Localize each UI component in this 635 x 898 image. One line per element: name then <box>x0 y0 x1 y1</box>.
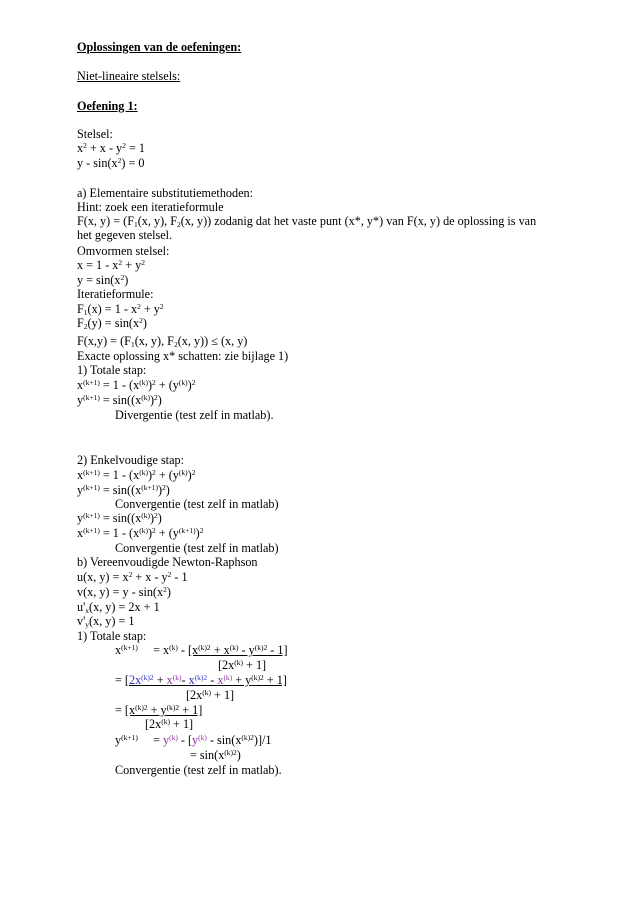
equation-1: $x^2 + x - y^2 = 1$ <box>77 141 145 155</box>
newton-step-3-numerator: = $[x^{(k)2} + y^{(k)2} + 1]$ <box>115 703 203 717</box>
newton-step-3-denominator: $[2x^{(k)} + 1]$ <box>145 717 194 731</box>
v-derivative: $v'_y(x$, y) = 1 <box>77 614 135 629</box>
v-function: v(x, $y) = y - \sin(x^2)$ <box>77 585 171 599</box>
exacte-text: Exacte oplossing x* schatten: zie bijlage 1) <box>77 349 289 363</box>
totale-stap-2-heading: 1) Totale stap: <box>77 629 147 643</box>
enkelvoudige-heading: 2) Enkelvoudige stap: <box>77 453 184 467</box>
omvormen-label: Omvormen stelsel: <box>77 244 170 258</box>
part-a-heading: a) Elementaire substitutiemethoden: <box>77 186 253 200</box>
divergentie-text: Divergentie (test zelf in matlab). <box>115 408 274 422</box>
newton-x-numerator: $x^{(k+1)}$ = $x^{(k)} - [x^{(k)2} + x^{(k)} - y^{(k)2} - 1]$ <box>115 643 288 657</box>
u-function: u(x, $y) = x^2 + x - y^2 - 1$ <box>77 570 188 584</box>
f-mapping: $F(x,y) = (F_1(x$, y), $F_2(x$, y)) ≤ (x, y) <box>77 334 248 349</box>
newton-step-2-denominator: $[2x^{(k)} + 1]$ <box>186 688 235 702</box>
enkel-y-iter: $y^{(k+1)} = \sin((x^{(k+1)})^2)$ <box>77 483 170 497</box>
document-title: Oplossingen van de oefeningen: <box>77 40 242 54</box>
convergentie-3: Convergentie (test zelf in matlab). <box>115 763 282 777</box>
fixed-point-text: zodanig dat het vaste punt (x*, y*) van F(x, y) de oplossing is van het gegeven stelsel. <box>77 214 537 243</box>
hint-text: Hint: zoek een iteratieformule <box>77 200 224 214</box>
section-heading: Niet-lineaire stelsels: <box>77 69 181 83</box>
convergentie-2: Convergentie (test zelf in matlab) <box>115 541 279 555</box>
totale-stap-heading: 1) Totale stap: <box>77 363 147 377</box>
f1-formula: $F_1(x) = 1 - x^2 + y^2$ <box>77 302 164 317</box>
totale-y-iter: $y^{(k+1)} = \sin((x^{(k)})^2)$ <box>77 393 162 407</box>
newton-x-denominator: $[2x^{(k)} + 1]$ <box>218 658 267 672</box>
newton-step-2-numerator: = [$2x^{(k)2} + x^{(k)}-$ $x^{(k)2} - x^{(k)} + y^{(k)2} + 1$] <box>115 673 287 687</box>
equation-2: $y - \sin(x^2) = 0$ <box>77 156 145 170</box>
enkel-y-iter-2: $y^{(k+1)} = \sin((x^{(k)})^2)$ <box>77 511 162 525</box>
u-derivative: $u'_x(x$, y) = 2x + 1 <box>77 600 160 615</box>
iteratieformule-label: Iteratieformule: <box>77 287 154 301</box>
fixed-point-paragraph: F(x, $y) = (F_1(x$, y), $F_2(x$, y)) zodanig dat het vaste punt (x*, y*) van F(x, y) de oplossing is van het gegeven stelsel. <box>77 214 537 243</box>
enkel-x-iter-2: $x^{(k+1)} = 1 - (x^{(k)})^2 + (y^{(k+1)})^2$ <box>77 526 204 540</box>
exercise-heading: Oefening 1: <box>77 99 138 113</box>
stelsel-label: Stelsel: <box>77 127 113 141</box>
convergentie-1: Convergentie (test zelf in matlab) <box>115 497 279 511</box>
enkel-x-iter: $x^{(k+1)} = 1 - (x^{(k)})^2 + (y^{(k)})^2$ <box>77 468 196 482</box>
newton-y-result: = $\sin(x^{(k)2})$ <box>190 748 241 762</box>
rearranged-2: $y = \sin(x^2)$ <box>77 273 129 287</box>
newton-y-iter: $y^{(k+1)}$ = $y^{(k)} - [y^{(k)} - \sin(x^{(k)2})]/1$ <box>115 733 272 747</box>
rearranged-1: $x = 1 - x^2 + y^2$ <box>77 258 145 272</box>
f2-formula: $F_2(y) = \sin(x^2)$ <box>77 316 147 331</box>
newton-heading: b) Vereenvoudigde Newton-Raphson <box>77 555 258 569</box>
totale-x-iter: $x^{(k+1)} = 1 - (x^{(k)})^2 + (y^{(k)})^2$ <box>77 378 196 392</box>
